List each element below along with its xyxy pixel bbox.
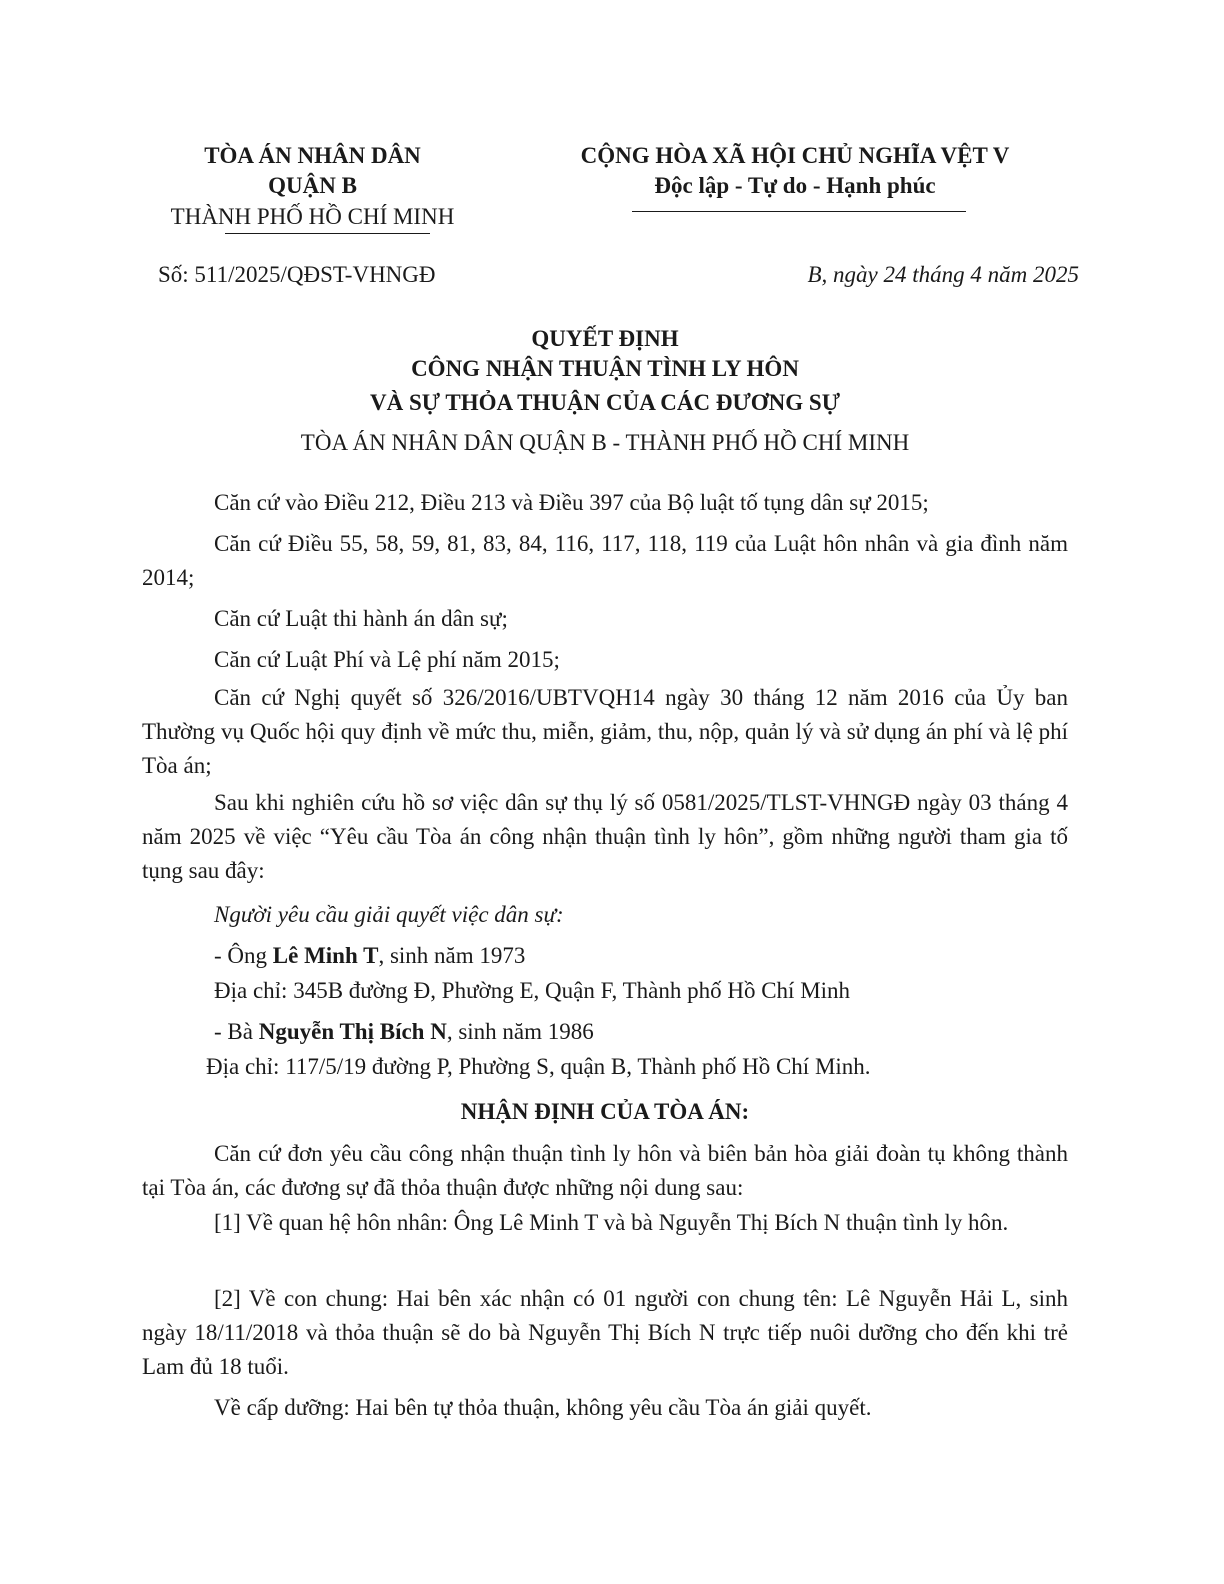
party-1-birth: , sinh năm 1973 [378,943,526,968]
party-2-prefix: - Bà [214,1019,259,1044]
findings-heading: NHẬN ĐỊNH CỦA TÒA ÁN: [460,1099,750,1124]
basis-paragraph: Sau khi nghiên cứu hồ sơ việc dân sự thụ lý số 0581/2025/TLST-VHNGĐ ngày 03 tháng 4 năm 2025 về việc “Yêu cầu Tòa án công nhận thuận tình ly hôn”, gồm những người tham gia tố tụng sau đây: [142,790,1068,883]
court-name: TÒA ÁN NHÂN DÂN [204,143,421,168]
nation-title: CỘNG HÒA XÃ HỘI CHỦ NGHĨA VỆT V [580,143,1010,168]
basis-paragraph: Căn cứ Điều 55, 58, 59, 81, 83, 84, 116, 117, 118, 119 của Luật hôn nhân và gia đình năm 2014; [142,531,1068,590]
findings-paragraph: Căn cứ đơn yêu cầu công nhận thuận tình ly hôn và biên bản hòa giải đoàn tụ không thành tại Tòa án, các đương sự đã thỏa thuận được những nội dung sau: [142,1141,1068,1200]
basis-paragraph: Căn cứ Nghị quyết số 326/2016/UBTVQH14 ngày 30 tháng 12 năm 2016 của Ủy ban Thường vụ Quốc hội quy định về mức thu, miễn, giảm, thu, nộp, quản lý và sử dụng án phí và lệ phí Tòa án; [142,685,1068,778]
basis-paragraph: Căn cứ vào Điều 212, Điều 213 và Điều 397 của Bộ luật tố tụng dân sự 2015; [214,490,929,515]
party-1-address: Địa chỉ: 345B đường Đ, Phường E, Quận F, Thành phố Hồ Chí Minh [214,978,851,1003]
basis-paragraph: Căn cứ Luật thi hành án dân sự; [214,606,508,631]
motto-underline [632,211,966,212]
findings-paragraph: [1] Về quan hệ hôn nhân: Ông Lê Minh T và bà Nguyễn Thị Bích N thuận tình ly hôn. [214,1210,1009,1235]
party-2-name: Nguyễn Thị Bích N [258,1019,447,1044]
findings-paragraph: Về cấp dưỡng: Hai bên tự thỏa thuận, không yêu cầu Tòa án giải quyết. [214,1395,872,1420]
findings-paragraph: [2] Về con chung: Hai bên xác nhận có 01 người con chung tên: Lê Nguyễn Hải L, sinh ngày 18/11/2018 và thỏa thuận sẽ do bà Nguyễn Thị Bích N trực tiếp nuôi dưỡng cho đến khi trẻ Lam đủ 18 tuổi. [142,1286,1068,1379]
decision-subtitle-2: VÀ SỰ THỎA THUẬN CỦA CÁC ĐƯƠNG SỰ [369,390,841,415]
party-2-birth: , sinh năm 1986 [446,1019,594,1044]
court-city: THÀNH PHỐ HỒ CHÍ MINH [170,204,455,229]
court-underline [225,233,430,234]
issuing-court: TÒA ÁN NHÂN DÂN QUẬN B - THÀNH PHỐ HỒ CHÍ MINH [300,430,910,455]
party-1-prefix: - Ông [214,943,273,968]
court-district: QUẬN B [268,173,357,198]
nation-motto: Độc lập - Tự do - Hạnh phúc [654,173,936,198]
party-2 [214,1017,594,1047]
party-2-address: Địa chỉ: 117/5/19 đường P, Phường S, quận B, Thành phố Hồ Chí Minh. [206,1054,871,1079]
decision-subtitle-1: CÔNG NHẬN THUẬN TÌNH LY HÔN [411,356,799,381]
document-number: Số: 511/2025/QĐST-VHNGĐ [158,262,436,287]
parties-heading: Người yêu cầu giải quyết việc dân sự: [214,902,564,927]
party-1-name: Lê Minh T [272,943,379,968]
party-1 [214,941,525,971]
place-date: B, ngày 24 tháng 4 năm 2025 [807,262,1079,287]
decision-title: QUYẾT ĐỊNH [531,326,679,351]
basis-paragraph: Căn cứ Luật Phí và Lệ phí năm 2015; [214,647,560,672]
